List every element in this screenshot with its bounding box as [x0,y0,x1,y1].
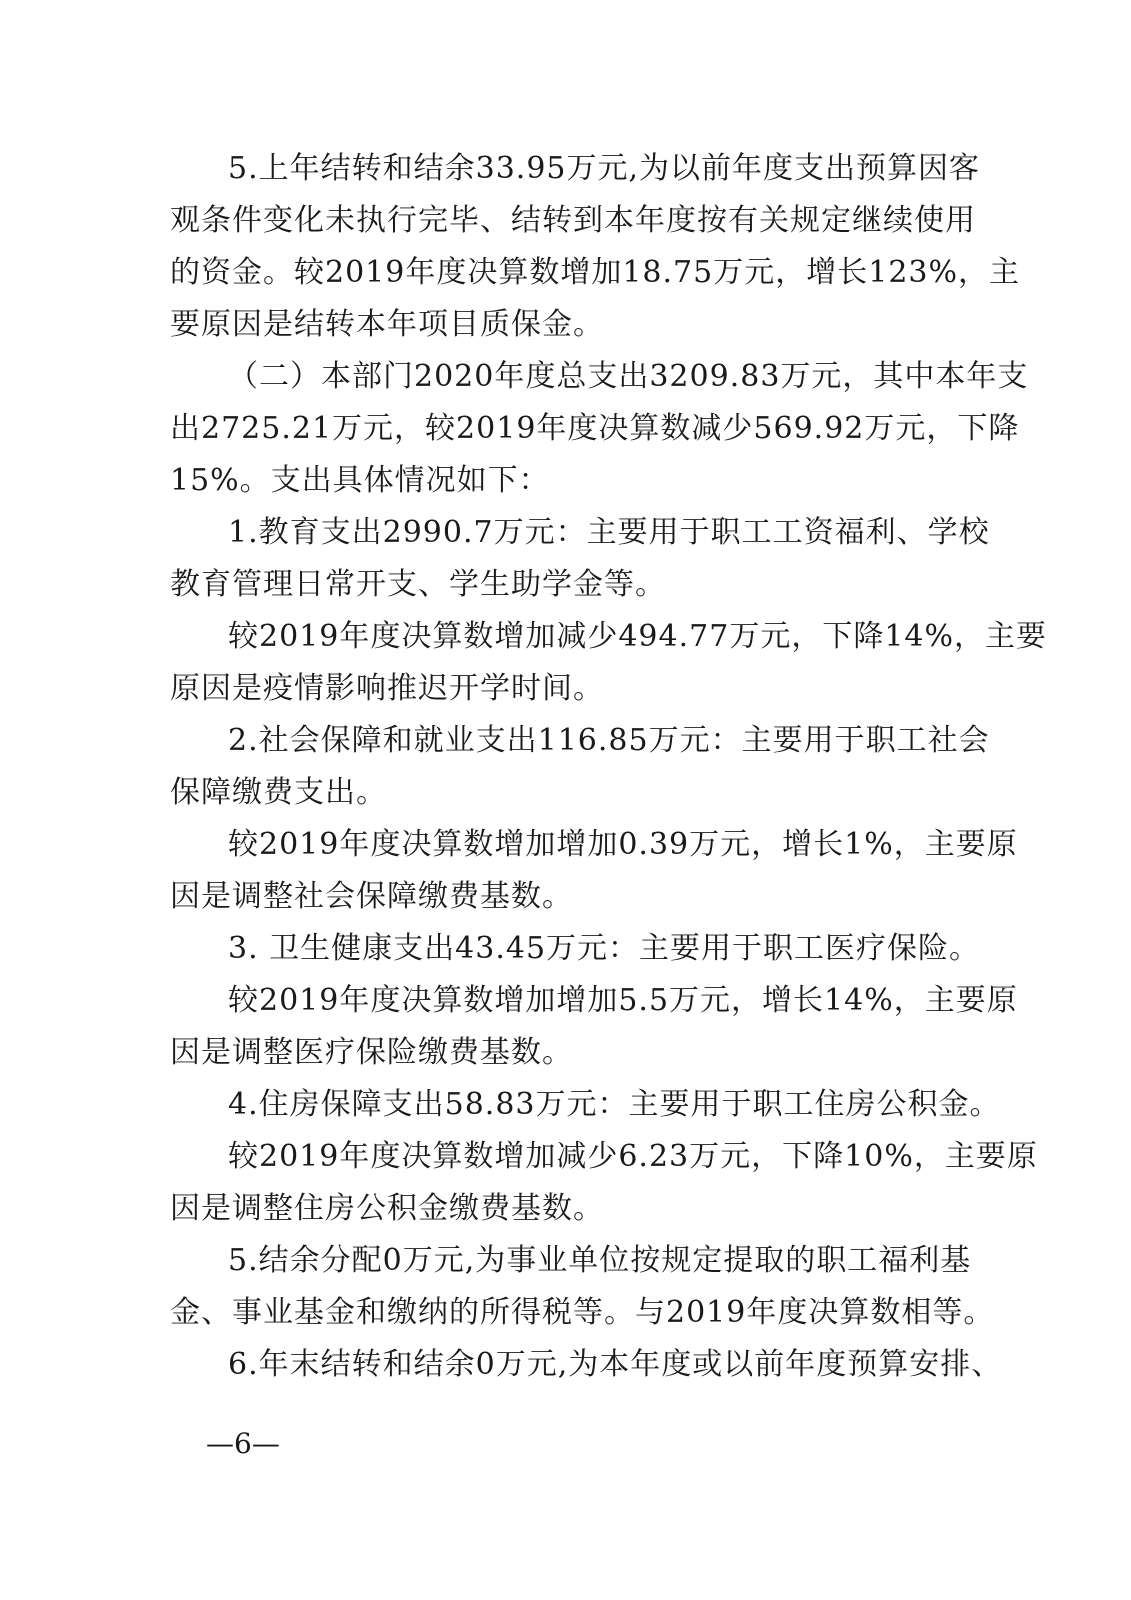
paragraph-line-14: 较2019年度决算数增加增加0.39万元，增长1%，主要原 [228,827,1018,862]
paragraph-line-6: 出2725.21万元，较2019年度决算数减少569.92万元，下降 [170,411,1020,446]
paragraph-line-15: 因是调整社会保障缴费基数。 [170,879,573,914]
paragraph-line-18: 因是调整医疗保险缴费基数。 [170,1035,573,1070]
paragraph-line-16: 3. 卫生健康支出43.45万元：主要用于职工医疗保险。 [228,931,981,966]
paragraph-line-20: 较2019年度决算数增加减少6.23万元，下降10%，主要原 [228,1139,1038,1174]
page-number: —6— [206,1427,280,1460]
paragraph-line-11: 原因是疫情影响推迟开学时间。 [170,671,604,706]
paragraph-line-5: （二）本部门2020年度总支出3209.83万元，其中本年支 [228,359,1029,394]
paragraph-line-9: 教育管理日常开支、学生助学金等。 [170,567,666,602]
paragraph-line-12: 2.社会保障和就业支出116.85万元：主要用于职工社会 [228,723,990,758]
paragraph-line-19: 4.住房保障支出58.83万元：主要用于职工住房公积金。 [228,1087,1001,1122]
paragraph-line-22: 5.结余分配0万元,为事业单位按规定提取的职工福利基 [228,1243,972,1278]
paragraph-line-4: 要原因是结转本年项目质保金。 [170,307,604,342]
paragraph-line-1: 5.上年结转和结余33.95万元,为以前年度支出预算因客 [228,151,981,186]
paragraph-line-3: 的资金。较2019年度决算数增加18.75万元，增长123%，主 [170,255,1020,290]
paragraph-line-13: 保障缴费支出。 [170,775,387,810]
paragraph-line-24: 6.年末结转和结余0万元,为本年度或以前年度预算安排、 [228,1347,1003,1382]
paragraph-line-23: 金、事业基金和缴纳的所得税等。与2019年度决算数相等。 [170,1295,995,1330]
paragraph-line-8: 1.教育支出2990.7万元：主要用于职工工资福利、学校 [228,515,990,550]
paragraph-line-10: 较2019年度决算数增加减少494.77万元，下降14%，主要 [228,619,1047,654]
paragraph-line-2: 观条件变化未执行完毕、结转到本年度按有关规定继续使用 [170,203,976,238]
paragraph-line-7: 15%。支出具体情况如下： [170,463,550,498]
paragraph-line-17: 较2019年度决算数增加增加5.5万元，增长14%，主要原 [228,983,1018,1018]
paragraph-line-21: 因是调整住房公积金缴费基数。 [170,1191,604,1226]
